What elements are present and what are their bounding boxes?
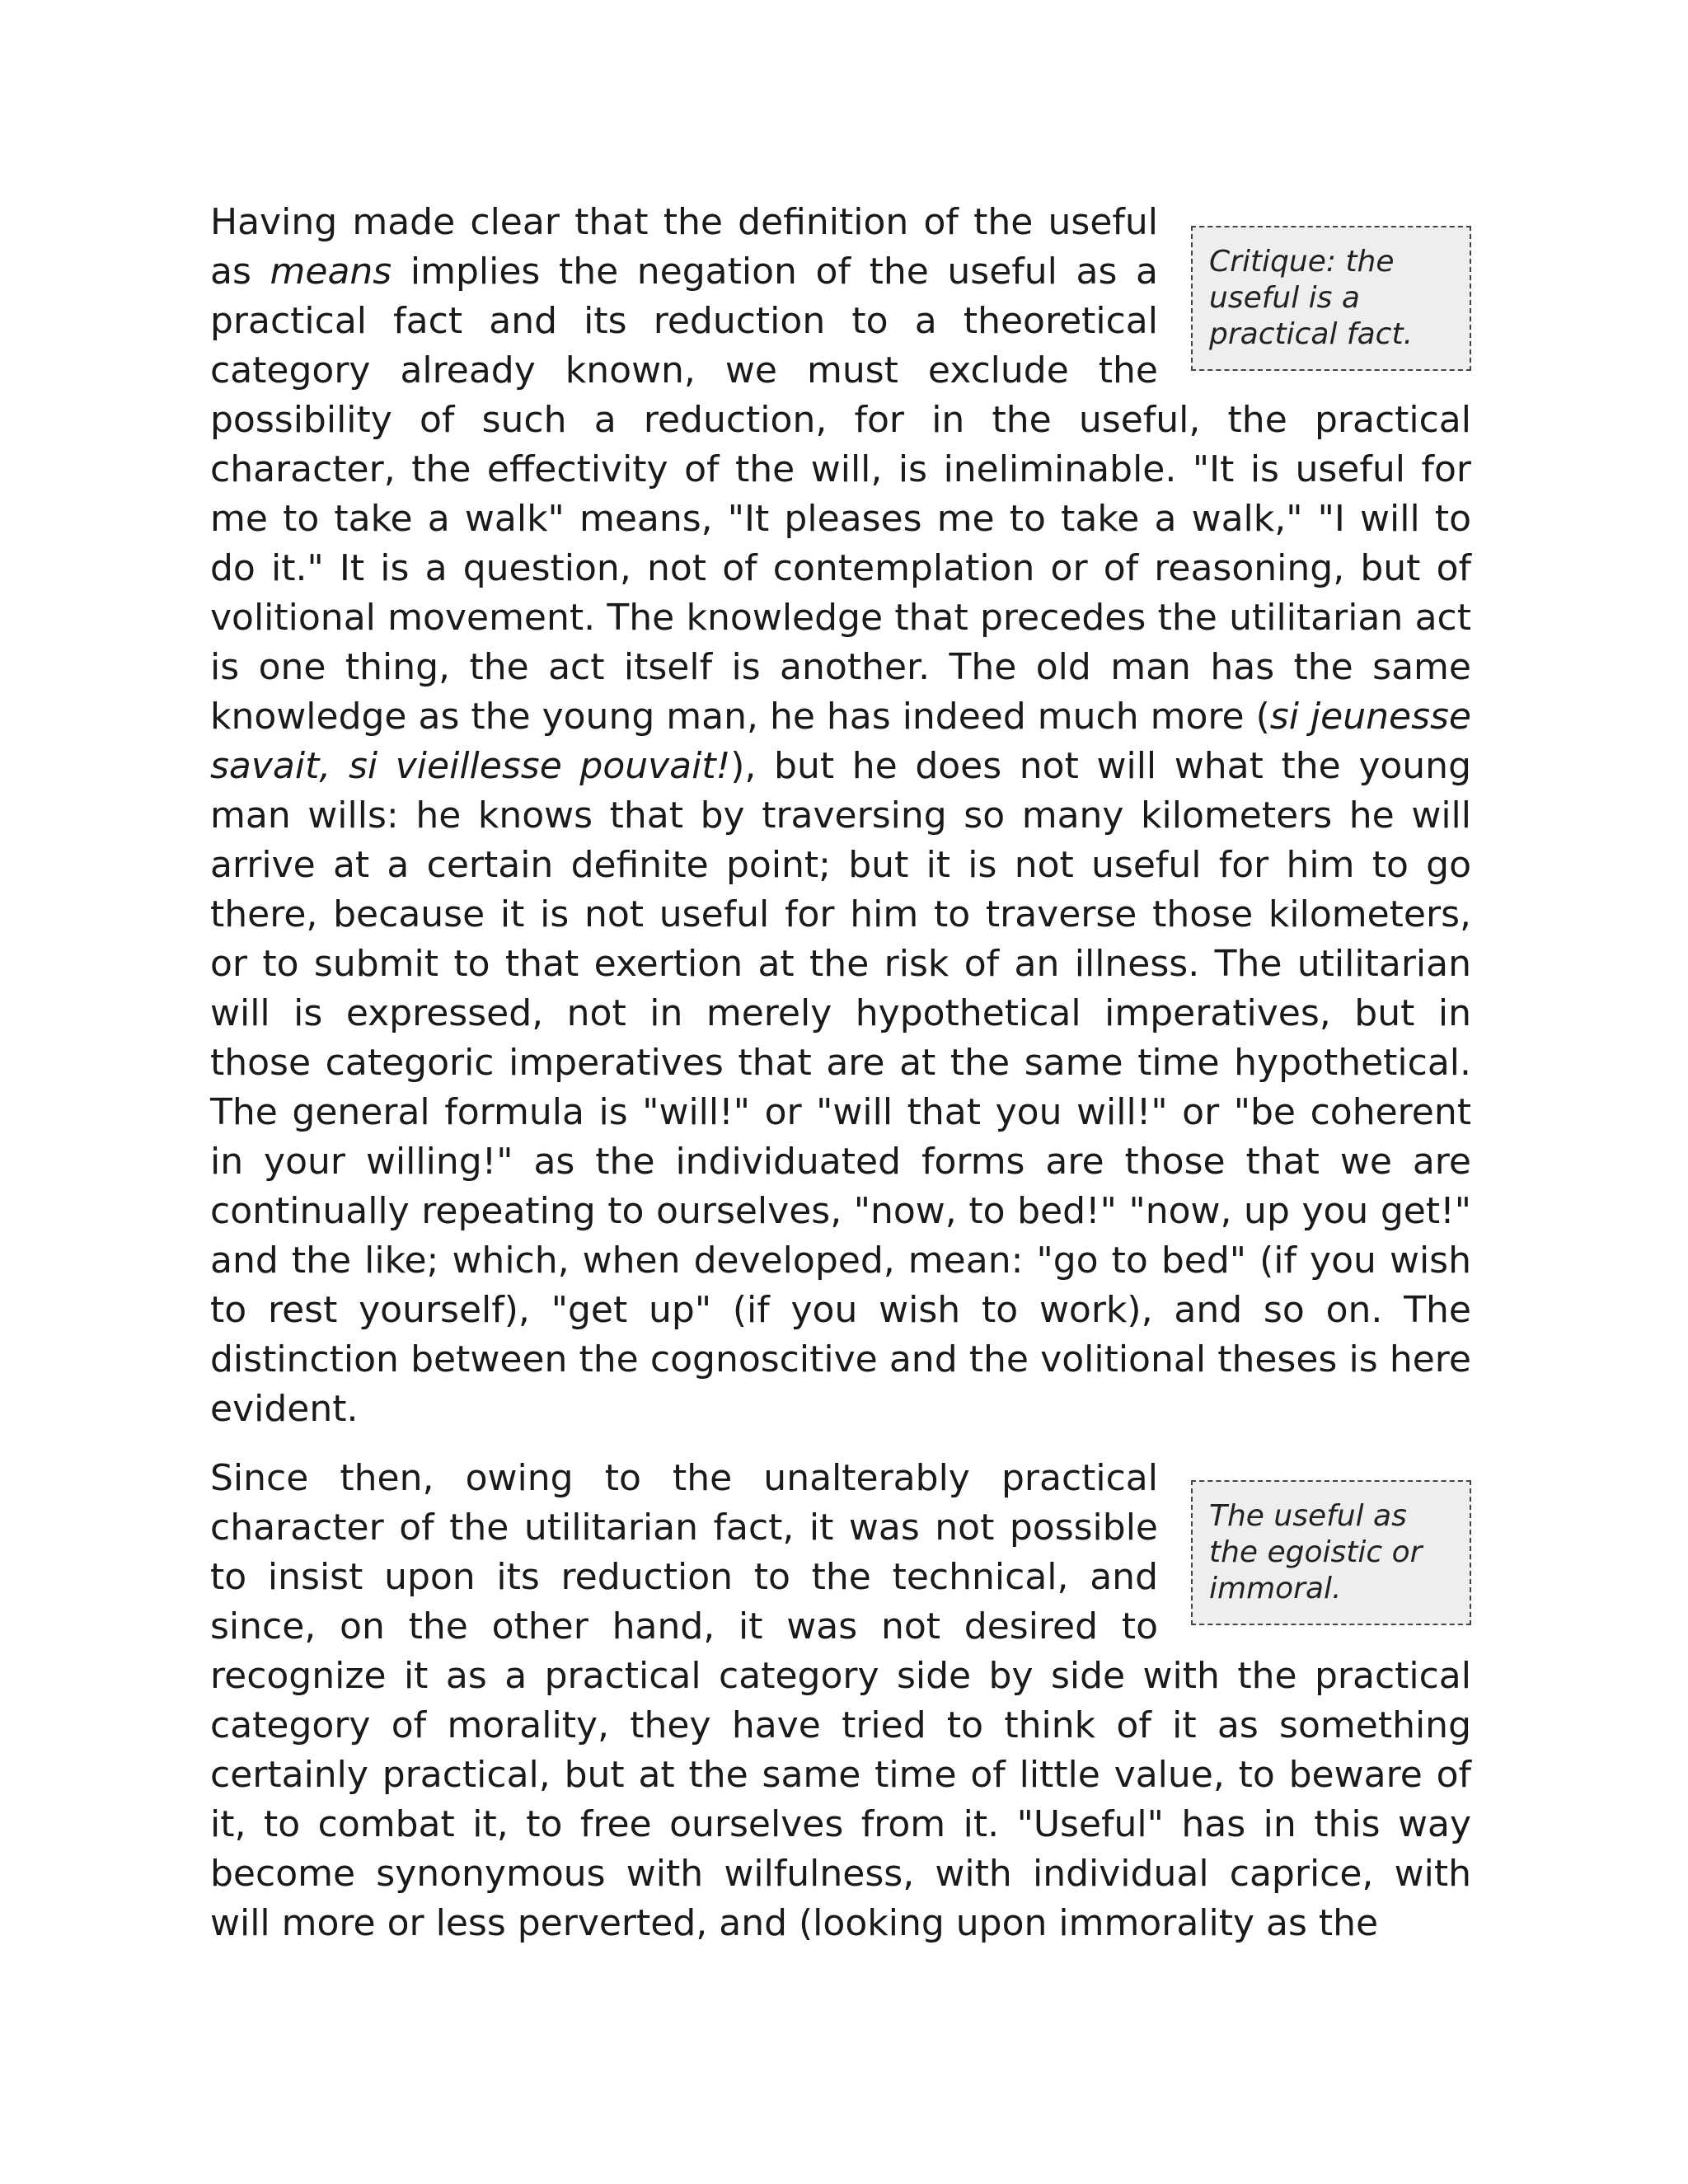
paragraph-1 <box>210 198 1471 1434</box>
sidenote-text: Critique: the useful is a practical fact. <box>1209 245 1414 351</box>
sidenote-text: The useful as the egoistic or immoral. <box>1209 1499 1423 1605</box>
paragraph-text: ), but he does not will what the young man wills: he knows that by traversing so many kilometers he will arrive at a certain definite point; but it is not useful for him to go there, because it is not useful for him to traverse those kilometers, or to submit to that exertion at the risk of an illness. The utilitarian will is expressed, not in merely hypothetical imperatives, but in those categoric imperatives that are at the same time hypothetical. The general formula is "will!" or "will that you will!" or "be coherent in your willing!" as the individuated forms are those that we are continually repeating to ourselves, "now, to bed!" "now, up you get!" and the like; which, when developed, mean: "go to bed" (if you wish to rest yourself), "get up" (if you wish to work), and so on. The distinction between the cognoscitive and the volitional theses is here evident. <box>210 745 1471 1430</box>
emphasis-text: means <box>270 251 392 293</box>
paragraph-text: implies the negation of the useful as a practical fact and its reduction to a theoretical category already known, we must exclude the possibility of such a reduction, for in the useful, the practical character, the effectivity of the will, is ineliminable. "It is useful for me to take a walk" means, "It pleases me to take a walk," "I will to do it." It is a question, not of contemplation or of reasoning, but of volitional movement. The knowledge that precedes the utilitarian act is one thing, the act itself is another. The old man has the same knowledge as the young man, he has indeed much more ( <box>210 251 1471 738</box>
paragraph-text: Having made clear that the definition of the useful as <box>210 201 1158 293</box>
sidenote-critique <box>1191 226 1471 371</box>
sidenote-egoistic <box>1191 1480 1471 1625</box>
page-body <box>210 198 1471 1968</box>
emphasis-text: si jeunesse savait, si vieillesse pouvait! <box>210 696 1471 787</box>
paragraph-text: Since then, owing to the unalterably practical character of the utilitarian fact, it was not possible to insist upon its reduction to the technical, and since, on the other hand, it was not desired to recognize it as a practical category side by side with the practical category of morality, they have tried to think of it as something certainly practical, but at the same time of little value, to beware of it, to combat it, to free ourselves from it. "Useful" has in this way become synonymous with wilfulness, with individual caprice, with will more or less perverted, and (looking upon immorality as the <box>210 1457 1471 1944</box>
